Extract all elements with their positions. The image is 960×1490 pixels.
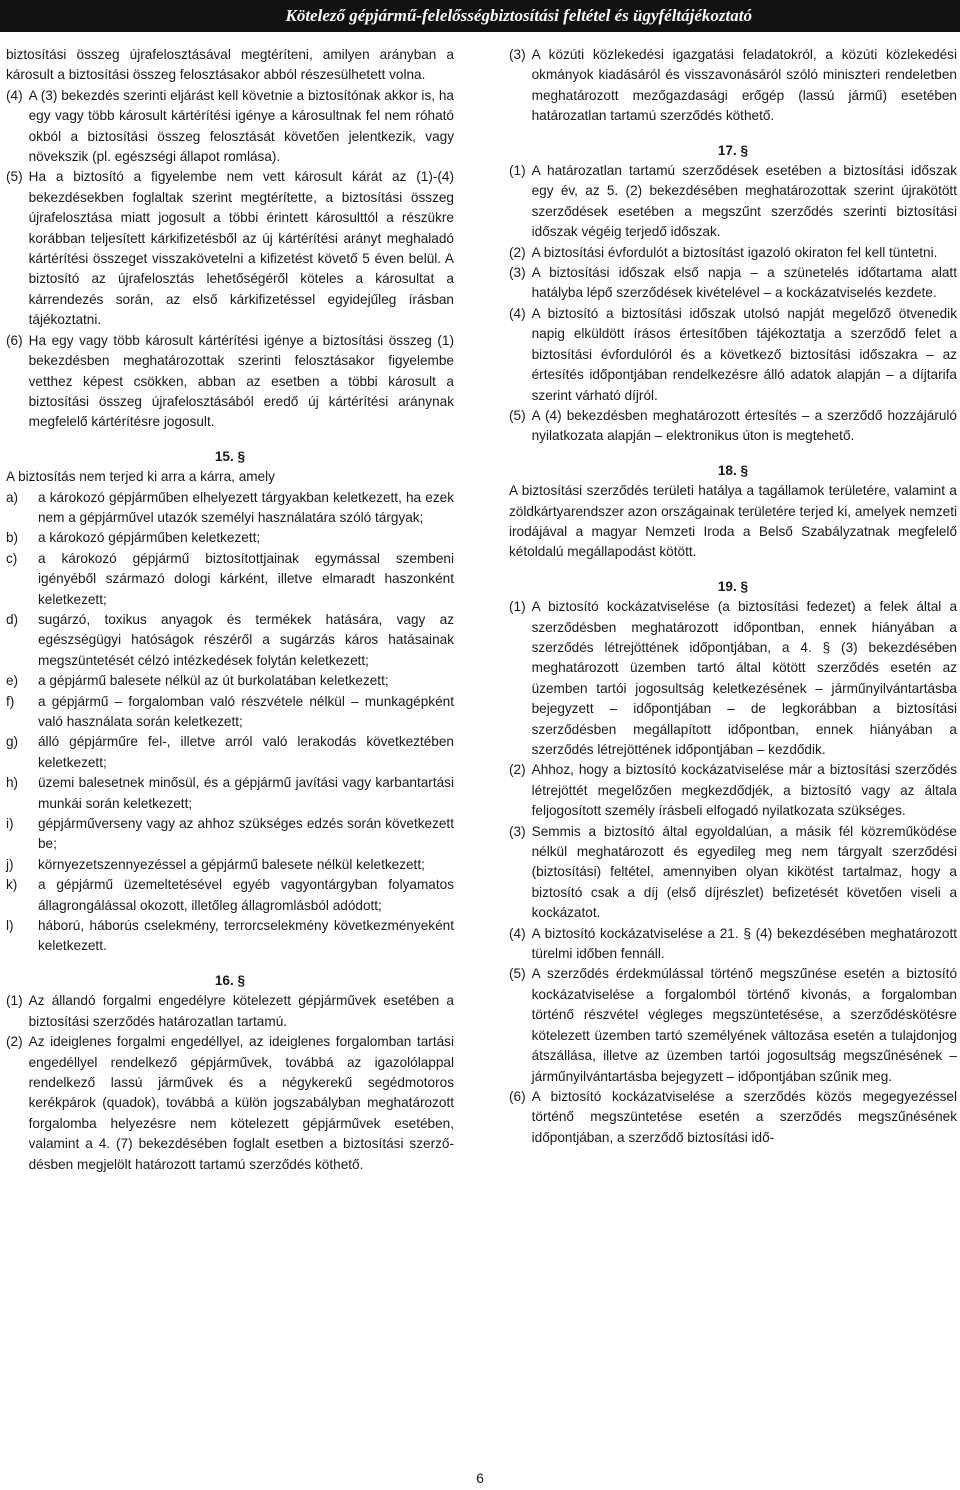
page-number: 6	[476, 1470, 484, 1486]
page-header	[0, 0, 960, 32]
right-column	[509, 45, 957, 1148]
section-heading: 16. §	[214, 972, 246, 988]
list-item: (6) Ha egy vagy több károsult kártérítési igénye a biztosítási összeg (1) bekezdésben meghatározottak szerinti felosztásakor figyelembe vetthez képest csökken, abban az esetben a többi károsult a biztosítási összeg újrafelosztásából eredő új kártérítési aránynak megfelelő kártérítésre jogosult.	[6, 332, 454, 430]
list-item: (1) A biztosító kockázatviselése (a biztosítási fedezet) a felek által a szerződésben meghatározott időpontban, ennek hiányában a szerződés létrejöttének időpontjában, a 4. § (3) bekezdésében meghatározott üzemben tartó által kötött szerződés esetén az üzemben tartói jogosultság keletkezésének – járműnyilvántartásba bejegyzett – időpontjában – de legkorábban a biztosítási szerződésben megállapított időpontban, ennek hiányában a szerződés létrejöttének időpontjában – kezdődik.	[509, 599, 957, 757]
list-item: a) a károkozó gépjárműben elhelyezett tárgyakban keletkezett, ha ezek nem a gépjárművel utazók személyi használatára szóló tárgyak;	[6, 489, 454, 525]
list-item: l) háború, háborús cselekmény, terrorcselekmény következményeként keletkezett.	[6, 918, 454, 954]
list-item: (1) A határozatlan tartamú szerződések esetében a biztosítási időszak egy év, az 5. (2) bekezdésében meghatározottak szerint újrakötött szerződések esetében a megszűnt szerződés szerinti biztosítási időszak végéig terjedő időszak.	[509, 163, 957, 240]
section-heading: 18. §	[717, 462, 749, 478]
list-item: i) gépjárműverseny vagy az ahhoz szükséges edzés során következett be;	[6, 816, 454, 852]
left-column	[6, 45, 454, 1175]
paragraph-continuation: biztosítási összeg újrafelosztásával megtéríteni, amilyen arányban a károsult a biztosítási összeg felosztásakor abból részesülhetett volna.	[6, 47, 454, 83]
list-item: (1) Az állandó forgalmi engedélyre kötelezett gépjárművek esetében a biztosítási szerződés határozatlan tartamú.	[6, 993, 454, 1029]
list-item: (5) A szerződés érdekmúlással történő megszűnése esetén a biztosító kockázatviselése a forgalomból történő kivonás, a forgalomban történő részvétel végleges megszüntetésése, a szerződéskötésre kötelezett üzemben tartó személyének változása esetén a tulajdonjog átszállása, illetve az üzemben tartói jogosultság megszűnésének – járműnyilvántartásba bejegyzett – időpontjában szűnik meg.	[509, 966, 957, 1084]
list-item: c) a károkozó gépjármű biztosítottjainak egymással szembeni igényéből származó dologi kárként, illetve elmaradt haszonként keletkezett;	[6, 550, 454, 607]
document-title: Kötelező gépjármű-felelősségbiztosítási feltétel és ügyféltájékoztató	[285, 6, 752, 25]
list-item: d) sugárzó, toxikus anyagok és termékek hatására, vagy az egészségügyi hatóságok részéről a sugárzás káros hatásainak megszüntetését célzó intézkedések folytán keletkezett;	[6, 611, 454, 668]
list-item: (3) A biztosítási időszak első napja – a szünetelés időtartama alatt hatályba lépő szerződések kivételével – a kockázatviselés kezdete.	[509, 265, 957, 301]
section-heading: 19. §	[717, 578, 749, 594]
list-item: e) a gépjármű balesete nélkül az út burkolatában keletkezett;	[6, 673, 389, 689]
list-item: (3) Semmis a biztosító által egyoldalúan, a másik fél közreműködése nélkül meghatározott és egyedileg meg nem tárgyalt szerződési (biztosítási) feltétel, amennyiben olyan kikötést tartalmaz, hogy a biztosító csak a díj (első díjrészlet) befizetését követően viseli a kockázatot.	[509, 823, 957, 921]
list-item: (3) A közúti közlekedési igazgatási feladatokról, a közúti közlekedési okmányok kiadásáról és visszavonásáról szóló miniszteri rendeletben meghatározott mezőgazdasági erőgép (lassú jármű) esetében határozatlan tartamú szerződés köthető.	[509, 47, 957, 124]
list-item: (6) A biztosító kockázatviselése a szerződés közös megegyezéssel történő megszüntetése esetén a szerződés megszűnésének időpontjában, a szerződő biztosítási idő-	[509, 1088, 957, 1145]
section-body: A biztosítási szerződés területi hatálya a tagállamok területére, valamint a zöldkártyarendszer azon országainak területére terjed ki, amelyek nemzeti irodájával a magyar Nemzeti Iroda a Belső Szabályzatnak megfelelő kétoldalú megállapodást kötött.	[509, 483, 957, 560]
list-item: (5) A (4) bekezdésben meghatározott értesítés – a szerződő hozzájáruló nyilatkozata alapján – elektronikus úton is megtehető.	[509, 407, 957, 444]
section-heading: 17. §	[717, 142, 749, 158]
list-item: (2) Ahhoz, hogy a biztosító kockázatviselése már a biztosítási szerződés létrejöttét megelőzően megkezdődjék, a biztosító vagy az általa feljogosított személy írásbeli elfogadó nyilatkozata szükséges.	[509, 762, 957, 819]
list-item: h) üzemi balesetnek minősül, és a gépjármű javítási vagy karbantartási munkái során keletkezett;	[6, 775, 454, 811]
section-intro: A biztosítás nem terjed ki arra a kárra, amely	[6, 469, 275, 485]
list-item: (2) A biztosítási évfordulót a biztosítást igazoló okiraton fel kell tüntetni.	[509, 244, 938, 260]
list-item: (4) A biztosító kockázatviselése a 21. § (4) bekezdésében meghatározott türelmi időben fennáll.	[509, 925, 957, 962]
list-item: f) a gépjármű – forgalomban való részvétele nélkül – munkagépként való használata során keletkezett;	[6, 693, 454, 729]
list-item: j) környezetszennyezéssel a gépjármű balesete nélkül keletkezett;	[6, 856, 425, 872]
list-item: (2) Az ideiglenes forgalmi engedéllyel, az ideiglenes forgalomban tartási engedéllyel rendelkező gépjárművek, továbbá az igazolólappal rendelkező lassú járművek és a négykerekű segédmotoros kerékpárok (quadok), továbbá a külön jogszabályban meghatározott forgalomba helyezésre nem kötelezett gépjárművek esetében, valamint a 4. (7) bekezdésében foglalt esetben a biztosítási szerződésben megjelölt határozott tartamú szerződés köthető.	[6, 1034, 454, 1172]
list-item: k) a gépjármű üzemeltetésével egyéb vagyontárgyban folyamatos állagrongálással okozott, illetőleg állagromlásból adódott;	[6, 877, 454, 913]
list-item: (4) A (3) bekezdés szerinti eljárást kell követnie a biztosítónak akkor is, ha egy vagy több károsult kártérítési igénye a károsultnak fel nem róható okból a biztosítási összeg felosztását követően jelentkezik, vagy növekszik (pl. egészségi állapot romlása).	[6, 87, 454, 165]
list-item: (5) Ha a biztosító a figyelembe nem vett károsult kárát az (1)-(4) bekezdésekben foglaltak szerint megtérítette, a biztosítási összeg újrafelosztása miatt jogosult a többi érintett károsulttól a részükre korábban teljesített kárkifizetésből az új kártérítési arányt meghaladó kártérítési összeget visszakövetelni a kifizetést követő 5 éven belül. A biztosító az újrafelosztás lehetőségéről köteles a károsultat a kárrendezés során, az első kárkifizetéssel egyidejűleg írásban tájékoztatni.	[6, 169, 454, 328]
list-item: b) a károkozó gépjárműben keletkezett;	[6, 530, 261, 546]
list-item: g) álló gépjárműre fel-, illetve arról való lerakodás következtében keletkezett;	[6, 734, 454, 770]
section-heading: 15. §	[214, 448, 246, 464]
list-item: (4) A biztosító a biztosítási időszak utolsó napját megelőző ötvenedik napig elküldött írásos értesítőben tájékoztatja a szerződő felet a biztosítási évfordulóról és a következő biztosítási időszakra – az értesítés időpontjában rendelkezésre álló adatok alapján – a díjtarifa szerint várható díjról.	[509, 305, 957, 403]
